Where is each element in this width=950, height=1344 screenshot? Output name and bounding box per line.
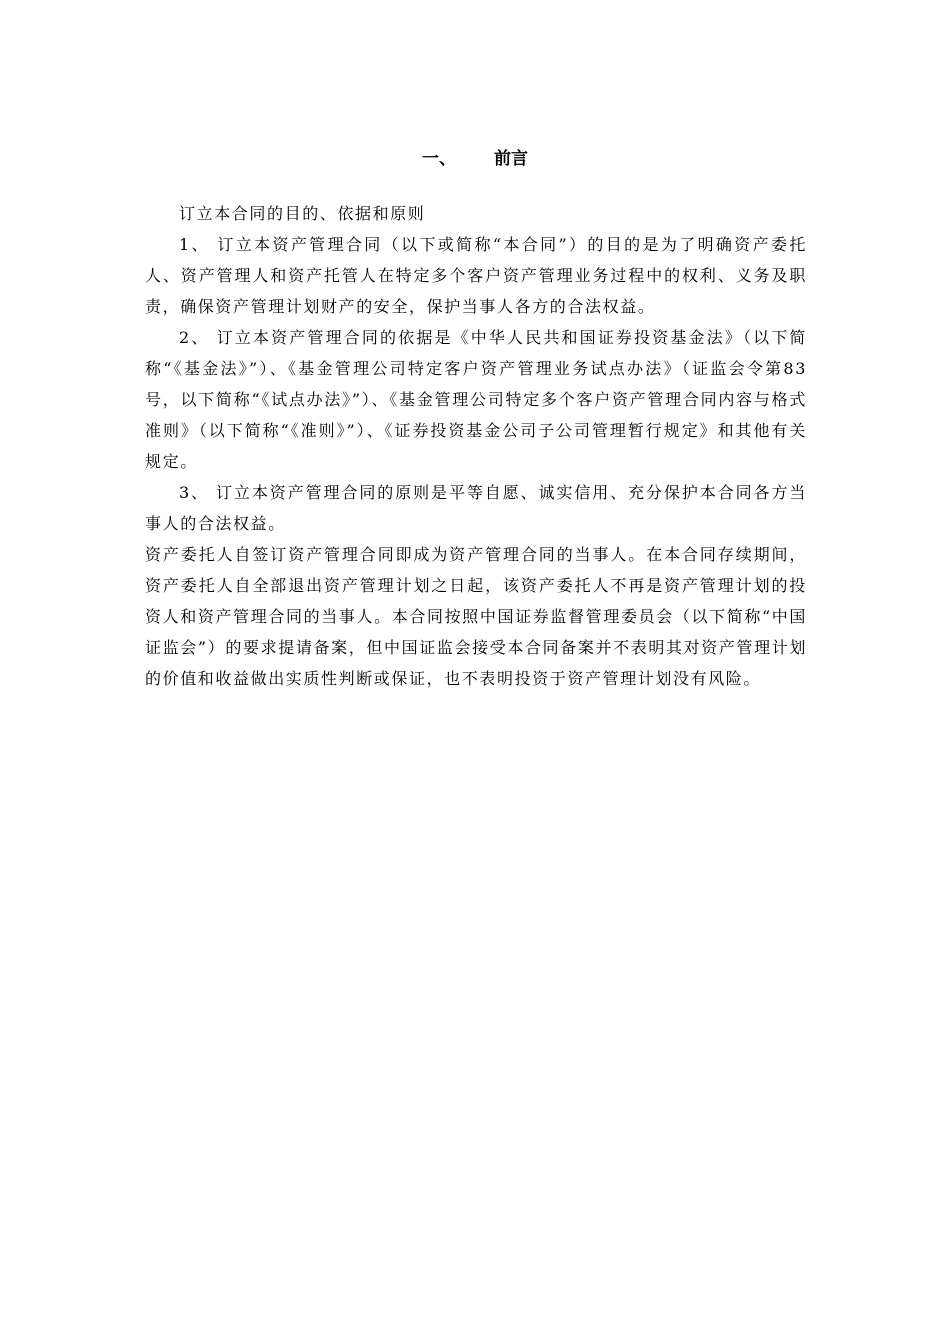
section-number: 一、 — [422, 149, 456, 169]
paragraph-intro: 订立本合同的目的、依据和原则 — [179, 204, 426, 223]
paragraph-parties: 资产委托人自签订资产管理合同即成为资产管理合同的当事人。在本合同存续期间，资产委托人自全部退出资产管理计划之日起，该资产委托人不再是资产管理计划的投资人和资产管理合同的当事人。本合同按照中国证券监督管理委员会（以下简称“中国证监会”）的要求提请备案，但中国证监会接受本合同备案并不表明其对资产管理计划的价值和收益做出实质性判断或保证，也不表明投资于资产管理计划没有风险。 — [145, 545, 807, 688]
paragraph-basis: 2、 订立本资产管理合同的依据是《中华人民共和国证券投资基金法》（以下简称“《基金法》”）、《基金管理公司特定客户资产管理业务试点办法》（证监会令第83号，以下简称“《试点办法》”）、《基金管理公司特定多个客户资产管理合同内容与格式准则》（以下简称“《准则》”）、《证券投资基金公司子公司管理暂行规定》和其他有关规定。 — [145, 328, 807, 471]
paragraph-principle: 3、 订立本资产管理合同的原则是平等自愿、诚实信用、充分保护本合同各方当事人的合法权益。 — [145, 483, 807, 533]
paragraph-purpose: 1、 订立本资产管理合同（以下或简称“本合同”）的目的是为了明确资产委托人、资产管理人和资产托管人在特定多个客户资产管理业务过程中的权利、义务及职责，确保资产管理计划财产的安全，保护当事人各方的合法权益。 — [145, 235, 807, 316]
section-heading — [0, 146, 950, 172]
document-body — [145, 198, 807, 694]
section-title: 前言 — [494, 149, 528, 169]
